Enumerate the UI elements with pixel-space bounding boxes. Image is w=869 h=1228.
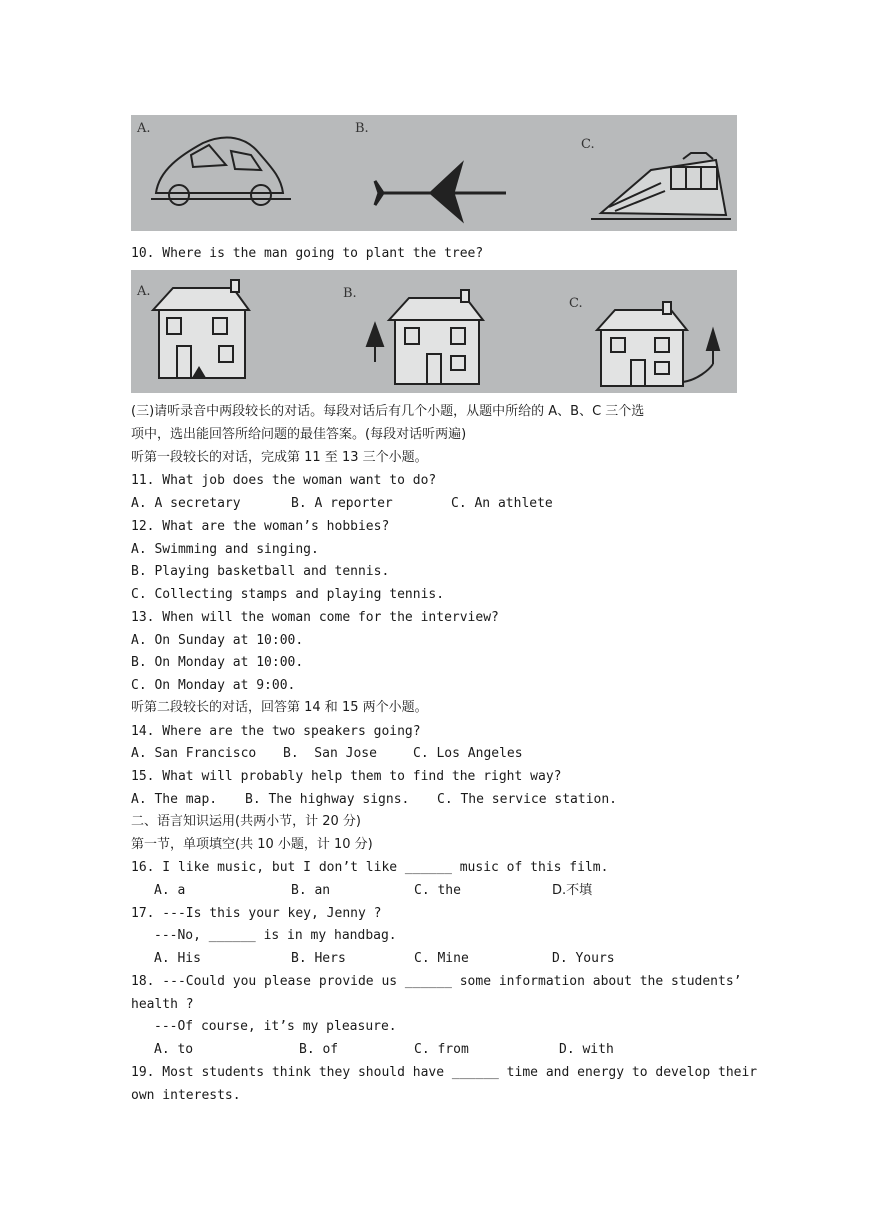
q12-option-b: B. Playing basketball and tennis. xyxy=(131,564,390,579)
option-c-label: C. xyxy=(581,137,595,152)
q18-option-a: A. to xyxy=(154,1042,194,1057)
question-10: 10. Where is the man going to plant the tree? xyxy=(131,246,484,261)
question-19: 19. Most students think they should have ______ time and energy to develop their xyxy=(131,1065,758,1080)
question-19-cont: own interests. xyxy=(131,1088,241,1103)
question-18: 18. ---Could you please provide us ______ some information about the students’ xyxy=(131,974,742,989)
question-11: 11. What job does the woman want to do? xyxy=(131,473,437,488)
q13-option-c: C. On Monday at 9:00. xyxy=(131,678,296,693)
option-a-label: A. xyxy=(137,121,151,136)
section3-instructions-2: 项中，选出能回答所给问题的最佳答案。(每段对话听两遍) xyxy=(131,427,467,442)
q14-option-c: C. Los Angeles xyxy=(413,746,523,761)
house-c-icon xyxy=(597,302,687,386)
section3-instructions-1: (三)请听录音中两段较长的对话。每段对话后有几个小题，从题中所给的 A、B、C 三个选 xyxy=(131,404,645,419)
q18-option-b: B. of xyxy=(299,1042,339,1057)
question-18-reply: ---Of course, it’s my pleasure. xyxy=(154,1019,397,1034)
option-a-label: A. xyxy=(137,284,151,299)
q13-option-b: B. On Monday at 10:00. xyxy=(131,655,304,670)
q12-option-c: C. Collecting stamps and playing tennis. xyxy=(131,587,445,602)
q17-option-a: A. His xyxy=(154,951,201,966)
house-a-icon xyxy=(153,280,249,378)
q11-option-b: B. A reporter xyxy=(291,496,393,511)
question-15: 15. What will probably help them to find the right way? xyxy=(131,769,562,784)
q13-option-a: A. On Sunday at 10:00. xyxy=(131,633,304,648)
part2-section1-title: 第一节，单项填空(共 10 小题，计 10 分) xyxy=(131,837,373,852)
q17-option-d: D. Yours xyxy=(552,951,615,966)
q17-option-c: C. Mine xyxy=(414,951,469,966)
q10-options-image xyxy=(131,270,737,393)
question-18-cont: health ? xyxy=(131,997,194,1012)
house-b-icon xyxy=(389,290,483,384)
q16-option-d: D.不填 xyxy=(552,883,593,898)
houses-illustration xyxy=(131,270,737,393)
q15-option-c: C. The service station. xyxy=(437,792,618,807)
q11-option-a: A. A secretary xyxy=(131,496,241,511)
question-16: 16. I like music, but I don’t like ______ music of this film. xyxy=(131,860,609,875)
q16-option-a: A. a xyxy=(154,883,186,898)
question-17: 17. ---Is this your key, Jenny ? xyxy=(131,906,382,921)
q15-option-a: A. The map. xyxy=(131,792,218,807)
q11-option-c: C. An athlete xyxy=(451,496,553,511)
q18-option-c: C. from xyxy=(414,1042,469,1057)
option-c-label: C. xyxy=(569,296,583,311)
q18-option-d: D. with xyxy=(559,1042,614,1057)
q12-option-a: A. Swimming and singing. xyxy=(131,542,319,557)
q17-option-b: B. Hers xyxy=(291,951,346,966)
q15-option-b: B. The highway signs. xyxy=(245,792,410,807)
question-14: 14. Where are the two speakers going? xyxy=(131,724,421,739)
dialog2-intro: 听第二段较长的对话，回答第 14 和 15 两个小题。 xyxy=(131,700,428,715)
question-12: 12. What are the woman’s hobbies? xyxy=(131,519,390,534)
q14-option-a: A. San Francisco xyxy=(131,746,257,761)
part2-title: 二、语言知识运用(共两小节，计 20 分) xyxy=(131,814,361,829)
q9-options-image xyxy=(131,115,737,231)
option-b-label: B. xyxy=(355,121,369,136)
option-b-label: B. xyxy=(343,286,357,301)
question-17-reply: ---No, ______ is in my handbag. xyxy=(154,928,397,943)
q16-option-b: B. an xyxy=(291,883,331,898)
question-13: 13. When will the woman come for the interview? xyxy=(131,610,499,625)
q16-option-c: C. the xyxy=(414,883,461,898)
transport-illustration xyxy=(131,115,737,231)
q14-option-b: B. San Jose xyxy=(283,746,377,761)
dialog1-intro: 听第一段较长的对话，完成第 11 至 13 三个小题。 xyxy=(131,450,428,465)
